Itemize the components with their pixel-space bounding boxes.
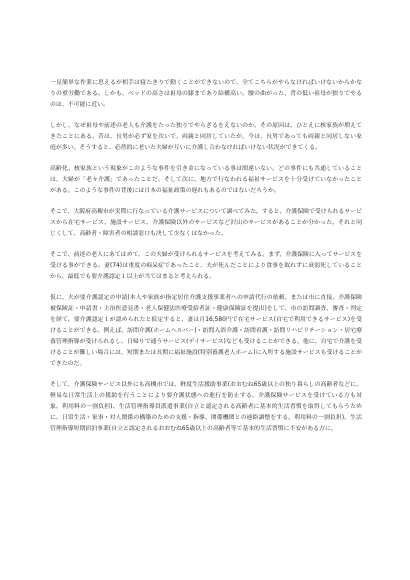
document-body	[50, 78, 362, 435]
paragraph-6: 仮に、夫が要介護認定の申請(本人や家族が指定居住介護支援事業者への申請代行の依頼、または市に直接、介護保険被保険証・申請書・主治医意見書・老人保健法医療受給者証・健康保険証を提出)をして、市の訪問調査、審査・判定を経て、要介護認定１が認められたと仮定すると、妻は月16,580円で在宅サービス(自宅で利用できるサービス)を受けることができる。例えば、訪問介護(ホームヘルパー)・訪問入浴介護・訪問看護・訪問リハビリテーション・居宅療養管理指導が受けられるし、日帰りで通うサービス(デイサービス)なども受けることができる。他に、自宅で介護を受けることが難しい場合には、短期または長期に福祉施設(特別養護老人ホーム)に入所する施設サービスも受けることができたのだ。	[50, 295, 362, 367]
paragraph-3: 高齢化、核家族という現象がこのような事件を引き金になっている事は間違いない。どの事件にも共通していることは、夫婦が「老々介護」であったことだ。そして次に、地方で行なわれる福祉サービスを十分受けていなかったことがある。このような事件の背後には日本の福祉政策の遅れもあるのではないだろうか。	[50, 166, 362, 194]
paragraph-2: しかし、なぜ祖母や前述の老人も介護をたった独りでやらざるをえないのか。その原因は、ひとえに核家族が増えてきたことにある。昔は、長男が必ず家を次いで、両親と同居していたが、今は、長男であっても両親と同居しない家庭が多い。そうすると、必然的に老いた夫婦が互いに介護し合わなければいけない状況ができてくる。	[50, 123, 362, 151]
paragraph-5: そこで、前述の老人にあてはめて、この夫婦が受けられるサービスを考えてみる。まず、介護保険に入ってサービスを受ける事ができる。妻(74)は重度の痴呆症であったこと、夫が死んだことにより食事を取れずに衰弱死していることから、最低でも要介護認定１以上が当てはまると考えられる。	[50, 252, 362, 280]
paragraph-7: そして、介護保険サービス以外にも高槻市では、軽度生活援助事業(おおむね65歳以上の独り暮らしの高齢者などに、軽易な日常生活上の援助を行うことにより要介護状態への進行を防止する。介護保険サービスを受けている方も対象。利用料の一割負担)、生活管理指導員派遣事業(自立と認定される高齢者に基本的生活習慣を取得してもらうために、日常生活・家事・対人関係の構築のための支援・指導、関係機関との連絡調整をする。利用料の一割負担)、生活管理指導短期宿泊事業(自立と認定されるおおむね65歳以上の高齢者等で基本的生活習慣に不安がある方に、	[50, 382, 362, 432]
paragraph-4: そこで、大阪府高槻市が実際に行なっている介護サービスについて調べてみた。すると、介護保険で受けられるサービスから在宅サービス、施設サービス、介護保険以外のサービスなど沢山のサービスがあることが分かった。それと同じくして、高齢者・障害者の相談窓口も決して少なくはなかった。	[50, 209, 362, 237]
paragraph-1: 一見簡単な作業に思えるが相手は寝たきりで動くことができないので、全てこちらがやらなければいけないからかなりの重労働である。しかも、ベッドの高さは祖母の膝まであり結構高い。腰の曲がった、背の低い祖母が独りでやるのは、不可能に近い。	[50, 80, 362, 108]
